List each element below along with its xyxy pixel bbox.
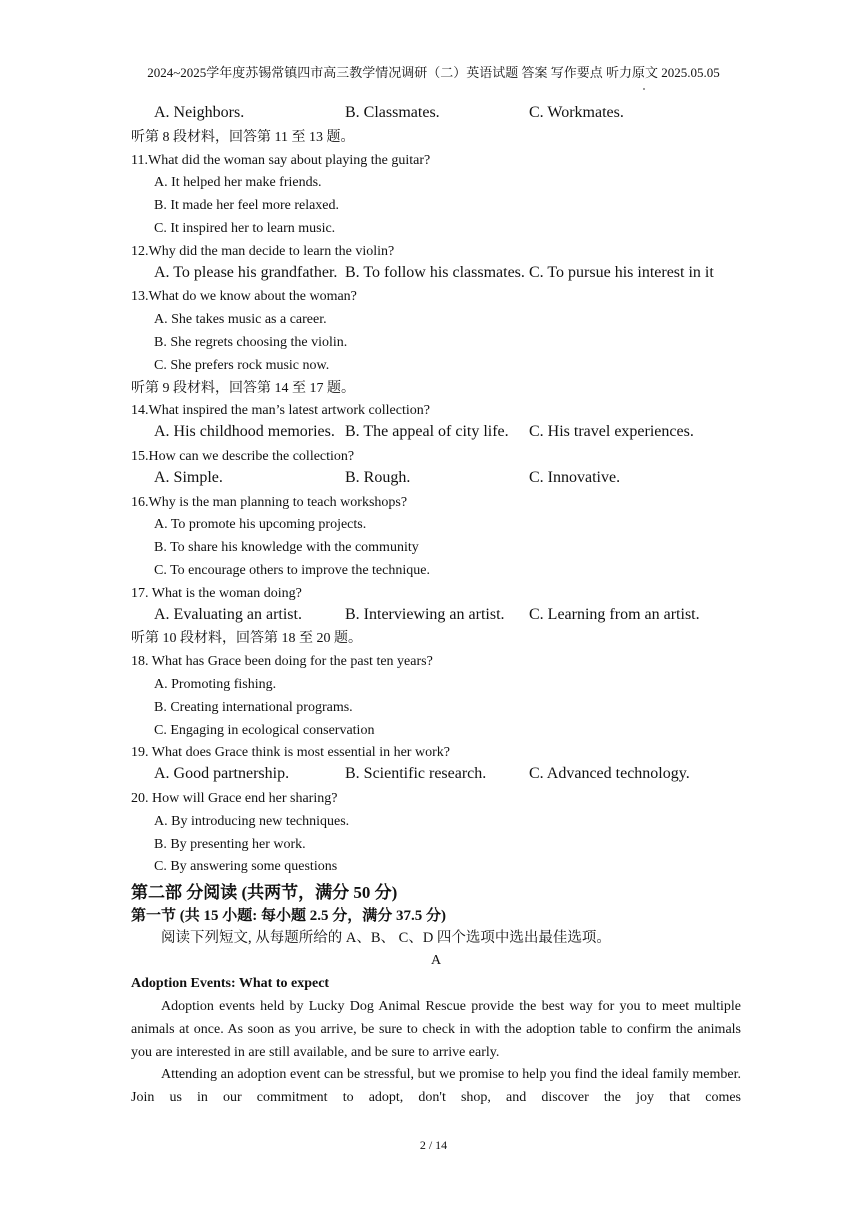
article-title: Adoption Events: What to expect	[131, 976, 330, 992]
q20-option-a: A. By introducing new techniques.	[154, 813, 350, 829]
q20-stem: 20. How will Grace end her sharing?	[131, 790, 338, 806]
q15-option-c: C. Innovative.	[529, 468, 621, 486]
q15-option-b: B. Rough.	[345, 468, 411, 486]
q11-option-a: A. It helped her make friends.	[154, 175, 322, 191]
q17-stem: 17. What is the woman doing?	[131, 585, 302, 601]
q11-stem: 11.What did the woman say about playing the guitar?	[131, 152, 431, 168]
listen-instruction-9: 听第 9 段材料，回答第 14 至 17 题。	[131, 380, 355, 396]
q15-options	[131, 469, 741, 492]
part-two-title: 第二部 分阅读 (共两节，满分 50 分)	[131, 883, 398, 903]
q14-option-b: B. The appeal of city life.	[345, 423, 509, 441]
q17-option-a: A. Evaluating an artist.	[154, 605, 302, 623]
q18-stem: 18. What has Grace been doing for the past ten years?	[131, 654, 433, 670]
q10-option-c: C. Workmates.	[529, 104, 624, 121]
q19-option-c: C. Advanced technology.	[529, 765, 690, 783]
q19-stem: 19. What does Grace think is most essential in her work?	[131, 745, 450, 761]
q15-stem: 15.How can we describe the collection?	[131, 448, 355, 464]
q18-option-a: A. Promoting fishing.	[154, 676, 277, 692]
listen-instruction-8: 听第 8 段材料，回答第 11 至 13 题。	[131, 129, 355, 145]
q16-option-a: A. To promote his upcoming projects.	[154, 517, 367, 533]
page-number: 2 / 14	[419, 1138, 448, 1152]
scan-dot	[643, 88, 645, 90]
q18-option-c: C. Engaging in ecological conservation	[154, 722, 375, 738]
q17-option-c: C. Learning from an artist.	[529, 605, 700, 623]
section-one-title: 第一节 (共 15 小题: 每小题 2.5 分，满分 37.5 分)	[131, 908, 446, 925]
listen-instruction-10: 听第 10 段材料，回答第 18 至 20 题。	[131, 631, 362, 647]
q13-option-c: C. She prefers rock music now.	[154, 357, 330, 373]
q12-option-b: B. To follow his classmates.	[345, 263, 525, 281]
q14-option-c: C. His travel experiences.	[529, 423, 694, 441]
q12-option-c: C. To pursue his interest in it	[529, 263, 714, 281]
q14-options	[131, 423, 741, 446]
reading-instruction: 阅读下列短文, 从每题所给的 A、B、 C、D 四个选项中选出最佳选项。	[161, 930, 611, 947]
q20-option-c: C. By answering some questions	[154, 859, 338, 875]
q12-options	[131, 264, 741, 287]
q12-option-a: A. To please his grandfather.	[154, 263, 338, 281]
q11-option-c: C. It inspired her to learn music.	[154, 220, 336, 236]
q13-option-a: A. She takes music as a career.	[154, 312, 327, 328]
q15-option-a: A. Simple.	[154, 468, 223, 486]
q16-option-b: B. To share his knowledge with the community	[154, 540, 419, 556]
q10-option-b: B. Classmates.	[345, 104, 440, 121]
q12-stem: 12.Why did the man decide to learn the violin?	[131, 243, 395, 259]
article-paragraph-1: Adoption events held by Lucky Dog Animal Rescue provide the best way for you to meet multiple animals at once. As soon as you arrive, be sure to check in with the adoption table to confirm the animals you are interested in are still available, and be sure to arrive early.	[131, 999, 741, 1060]
q10-options	[131, 104, 741, 127]
q17-option-b: B. Interviewing an artist.	[345, 605, 505, 623]
q19-options	[131, 765, 741, 788]
q18-option-b: B. Creating international programs.	[154, 699, 353, 715]
page-content	[131, 104, 741, 1110]
q19-option-b: B. Scientific research.	[345, 765, 487, 783]
article-paragraph-2: Attending an adoption event can be stressful, but we promise to help you find the ideal family member. Join us in our commitment to adopt, don't shop, and discover the joy that comes	[131, 1067, 741, 1106]
q20-option-b: B. By presenting her work.	[154, 836, 306, 852]
q19-option-a: A. Good partnership.	[154, 765, 290, 783]
passage-letter: A	[430, 953, 442, 969]
q16-stem: 16.Why is the man planning to teach workshops?	[131, 494, 408, 510]
page-header: 2024~2025学年度苏锡常镇四市高三教学情况调研（二）英语试题 答案 写作要点 听力原文 2025.05.05	[147, 65, 720, 80]
q10-option-a: A. Neighbors.	[154, 104, 245, 121]
q17-options	[131, 606, 741, 629]
q13-stem: 13.What do we know about the woman?	[131, 289, 357, 305]
q14-option-a: A. His childhood memories.	[154, 423, 335, 441]
q14-stem: 14.What inspired the man’s latest artwork collection?	[131, 403, 430, 419]
q16-option-c: C. To encourage others to improve the technique.	[154, 562, 430, 578]
q11-option-b: B. It made her feel more relaxed.	[154, 198, 340, 214]
q13-option-b: B. She regrets choosing the violin.	[154, 334, 348, 350]
